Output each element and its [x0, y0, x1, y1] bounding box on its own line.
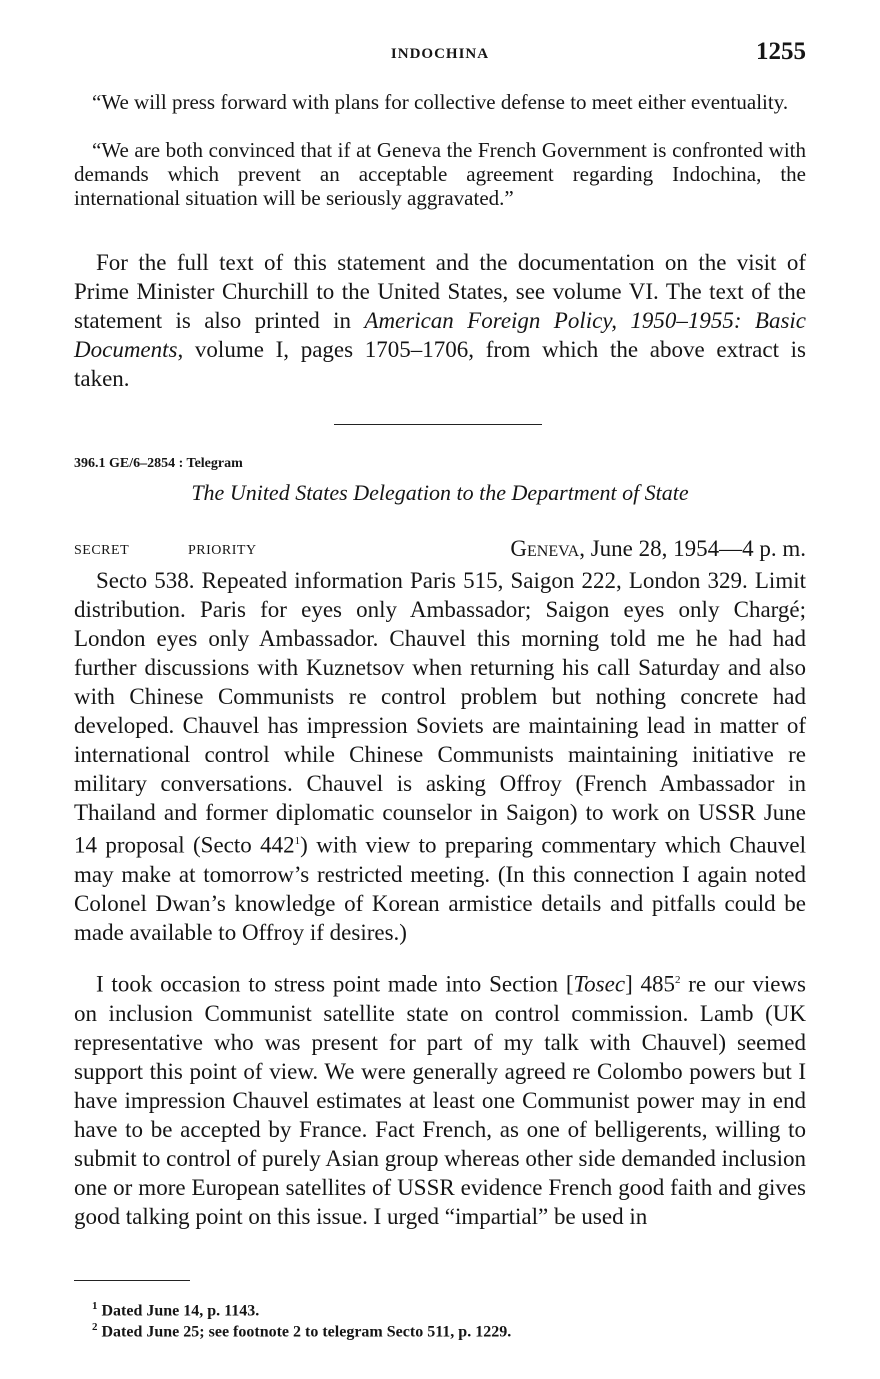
footnote-ref-2: 2 — [675, 974, 681, 986]
page-number: 1255 — [756, 38, 806, 65]
classification-label: SECRET — [74, 543, 130, 558]
document-file-id: 396.1 GE/6–2854 : Telegram — [74, 456, 243, 471]
telegram-paragraph-1 — [74, 566, 806, 947]
footnote-2-mark: 2 — [92, 1321, 98, 1333]
running-title: INDOCHINA — [390, 46, 490, 62]
footnote-1-mark: 1 — [92, 1300, 98, 1312]
footnote-2 — [92, 1317, 806, 1342]
footnote-1-text: Dated June 14, p. 1143. — [97, 1302, 260, 1320]
tosec-insertion: Tosec — [573, 971, 626, 997]
quote-paragraph-1: “We will press forward with plans for collective defense to meet either eventuality. — [92, 90, 789, 114]
telegram-paragraph-2-text-c: re our views on inclusion Communist satellite state on control commission. Lamb (UK representative who was present for part of my talk with Chauvel) seemed support this point of view. We were generally agreed re Colombo powers but I have impression Chauvel estimates at least one Communist power may in end have to be accepted by France. Fact French, as one of belligerents, willing to submit to control of purely Asian group whereas other side demanded inclusion one or more European satellites of USSR evidence French good faith and gives good talking point on this issue. I urged “impartial” be used in — [74, 971, 807, 1229]
telegram-paragraph-2 — [74, 966, 806, 1231]
dateline-place: Geneva — [510, 536, 580, 561]
cited-book-title: American Foreign Policy, 1950–1955: Basic Documents — [74, 308, 806, 362]
dateline — [510, 536, 806, 562]
classification-line — [74, 536, 806, 564]
quote-paragraph-2: “We are both convinced that if at Geneva the French Government is confronted with demands which prevent an acceptable agreement regarding Indochina, the international situation will be seriously aggravated.” — [74, 138, 806, 210]
telegram-paragraph-1-text-a: Secto 538. Repeated information Paris 515, Saigon 222, London 329. Limit distribution. Paris for eyes only Ambassador; Saigon eyes only Chargé; London eyes only Ambassador. Chauvel this morning told me he had had further discussions with Kuznetsov when returning his call Saturday and also with Chinese Communists re control problem but nothing concrete had developed. Chauvel has impression Soviets are maintaining lead in matter of international control while Chinese Communists maintaining initiative re military conversations. Chauvel is asking Offroy (French Ambassador in Thailand and former diplomatic counselor in Saigon) to work on USSR June 14 proposal (Secto 442 — [74, 568, 806, 858]
editorial-note-text-a: For the full text of this statement and the documentation on the visit of Prime Minister Churchill to the United States, see volume VI. The text of the statement is also printed in — [74, 250, 806, 333]
editorial-note — [74, 248, 806, 393]
editorial-note-text-b: , volume I, pages 1705–1706, from which the above extract is taken. — [74, 337, 806, 391]
running-header — [74, 38, 806, 68]
footnote-ref-1: 1 — [294, 835, 301, 847]
dateline-date: , June 28, 1954—4 p. m. — [579, 536, 806, 561]
telegram-paragraph-2-text-a: I took occasion to stress point made into Section [ — [96, 971, 574, 997]
precedence-label: PRIORITY — [188, 543, 257, 558]
footnote-rule — [74, 1280, 190, 1281]
section-divider — [334, 424, 542, 425]
telegram-paragraph-1-text-b: ) with view to preparing commentary which Chauvel may make at tomorrow’s restricted meeting. (In this connection I again noted Colonel Dwan’s knowledge of Korean armistice details and pitfalls could be made available to Offroy if desires.) — [74, 832, 806, 945]
telegram-paragraph-2-text-b: ] 485 — [625, 971, 675, 997]
footnote-2-text: Dated June 25; see footnote 2 to telegram Secto 511, p. 1229. — [97, 1323, 512, 1341]
document-heading: The United States Delegation to the Department of State — [191, 480, 689, 505]
